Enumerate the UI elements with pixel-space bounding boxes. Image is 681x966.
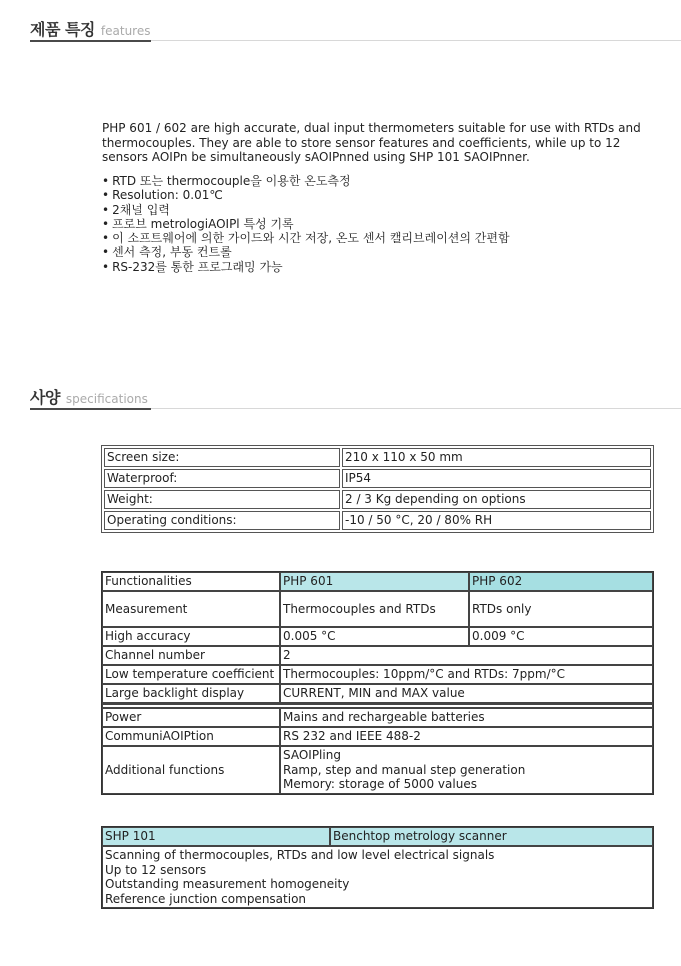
heading-rule — [151, 40, 681, 41]
list-item: • RS-232를 통한 프로그래밍 가능 — [102, 260, 510, 274]
table-row — [102, 727, 653, 746]
shp-line: Outstanding measurement homogeneity — [105, 877, 350, 891]
specs-subtitle: specifications — [65, 392, 148, 406]
table-row — [102, 684, 653, 703]
shp-details-cell — [102, 846, 653, 908]
cell-value: 0.005 °C — [280, 627, 469, 646]
row-label: CommuniAOIPtion — [102, 727, 280, 746]
table-row — [104, 490, 651, 509]
features-title: 제품 특징 — [30, 20, 95, 39]
list-item: • 2채널 입력 — [102, 203, 510, 217]
heading-underline — [30, 408, 151, 410]
general-specs-table — [101, 445, 654, 533]
row-label: Power — [102, 708, 280, 727]
additional-line: Ramp, step and manual step generation — [283, 762, 526, 777]
list-item: • RTD 또는 thermocouple을 이용한 온도측정 — [102, 174, 510, 188]
spec-value: 2 / 3 Kg depending on options — [342, 490, 651, 509]
shp-desc-cell: Benchtop metrology scanner — [330, 827, 653, 846]
table-row — [102, 591, 653, 627]
table-row — [104, 511, 651, 530]
shp101-table — [101, 826, 654, 909]
additional-line: Memory: storage of 5000 values — [283, 777, 477, 791]
row-label: Additional functions — [102, 746, 280, 794]
row-label: High accuracy — [102, 627, 280, 646]
features-heading — [30, 17, 681, 39]
table-row — [102, 846, 653, 908]
header-cell: Functionalities — [102, 572, 280, 591]
table-row — [104, 448, 651, 467]
cell-value-multiline — [280, 746, 653, 794]
list-item: • Resolution: 0.01℃ — [102, 188, 510, 202]
cell-value: RS 232 and IEEE 488-2 — [280, 727, 653, 746]
spec-label: Screen size: — [104, 448, 340, 467]
header-cell-php601: PHP 601 — [280, 572, 469, 591]
feature-list — [102, 174, 510, 274]
row-label: Large backlight display — [102, 684, 280, 703]
row-label: Channel number — [102, 646, 280, 665]
row-label: Measurement — [102, 591, 280, 627]
functionalities-table — [101, 571, 654, 795]
shp-name-cell: SHP 101 — [102, 827, 330, 846]
specs-heading — [30, 385, 681, 407]
spec-value: -10 / 50 °C, 20 / 80% RH — [342, 511, 651, 530]
spec-label: Weight: — [104, 490, 340, 509]
cell-value: 2 — [280, 646, 653, 665]
list-item: • 이 소프트웨어에 의한 가이드와 시간 저장, 온도 센서 캘리브레이션의 간편함 — [102, 231, 510, 245]
table-row — [102, 746, 653, 794]
row-label: Low temperature coefficient — [102, 665, 280, 684]
heading-rule — [151, 408, 681, 409]
table-header-row — [102, 827, 653, 846]
intro-paragraph: PHP 601 / 602 are high accurate, dual input thermometers suitable for use with RTDs and thermocouples. They are able to store sensor features and coefficients, while up to 12 sensors AOIPn be simultaneously sAOIPnned using SHP 101 SAOIPnner. — [102, 121, 641, 164]
cell-value: 0.009 °C — [469, 627, 653, 646]
spec-label: Operating conditions: — [104, 511, 340, 530]
spec-value: 210 x 110 x 50 mm — [342, 448, 651, 467]
cell-value: Thermocouples: 10ppm/°C and RTDs: 7ppm/°C — [280, 665, 653, 684]
shp-line: Scanning of thermocouples, RTDs and low level electrical signals — [105, 848, 495, 862]
spec-value: IP54 — [342, 469, 651, 488]
additional-line: SAOIPling — [283, 748, 341, 762]
list-item: • 프로브 metrologiAOIPl 특성 기록 — [102, 217, 510, 231]
heading-underline — [30, 40, 151, 42]
table-row — [102, 708, 653, 727]
specs-title: 사양 — [30, 388, 60, 407]
table-row — [102, 646, 653, 665]
table-header-row — [102, 572, 653, 591]
list-item: • 센서 측정, 부동 컨트롤 — [102, 245, 510, 259]
cell-value: Thermocouples and RTDs — [280, 591, 469, 627]
shp-line: Reference junction compensation — [105, 891, 307, 906]
table-row — [104, 469, 651, 488]
cell-value: RTDs only — [469, 591, 653, 627]
header-cell-php602: PHP 602 — [469, 572, 653, 591]
shp-line: Up to 12 sensors — [105, 862, 207, 877]
cell-value: Mains and rechargeable batteries — [280, 708, 653, 727]
features-subtitle: features — [100, 24, 151, 38]
table-row — [102, 665, 653, 684]
cell-value: CURRENT, MIN and MAX value — [280, 684, 653, 703]
spec-label: Waterproof: — [104, 469, 340, 488]
table-row — [102, 627, 653, 646]
